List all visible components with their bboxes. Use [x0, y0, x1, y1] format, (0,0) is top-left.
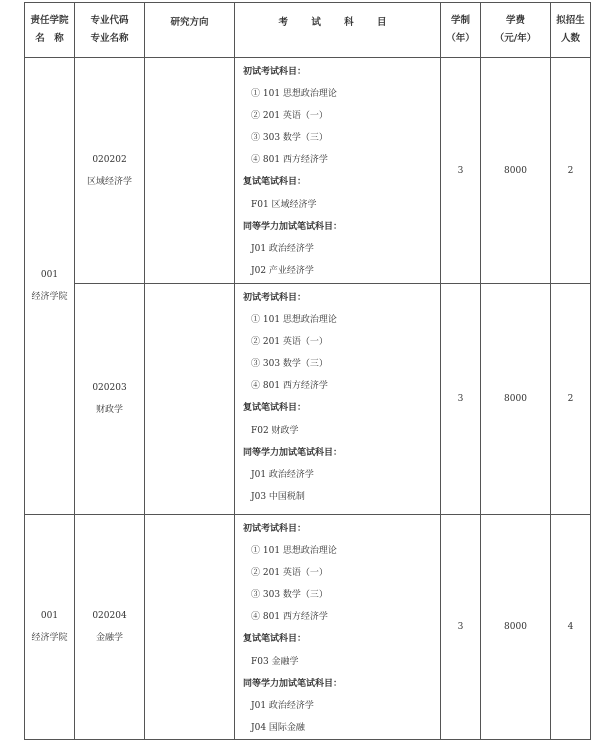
major-name: 金融学: [95, 632, 123, 643]
major-cell: [75, 284, 145, 515]
header-years-line1: 学制: [450, 15, 470, 26]
fee-cell: 8000: [481, 515, 551, 740]
table-row: [25, 284, 591, 515]
header-subjects-label: 考 试 科 目: [278, 17, 397, 28]
quota-cell: 2: [551, 58, 591, 284]
college-cell: [25, 515, 75, 740]
subject-item: ④ 801 西方经济学: [251, 381, 328, 392]
college-name: 经济学院: [31, 292, 68, 302]
subject-item: F02 财政学: [251, 425, 299, 436]
subject-heading: 复试笔试科目：: [243, 403, 307, 414]
header-major-line2: 专业名称: [90, 33, 129, 44]
quota-cell: 4: [551, 515, 591, 740]
admissions-table: [24, 2, 591, 740]
subjects-cell: [235, 284, 441, 515]
major-code: 020202: [92, 154, 127, 165]
subject-heading: 初试考试科目：: [243, 67, 307, 77]
direction-cell: [145, 58, 235, 284]
fee-cell: 8000: [481, 58, 551, 284]
college-name: 经济学院: [31, 632, 68, 643]
major-name: 区域经济学: [86, 176, 132, 187]
subject-item: ④ 801 西方经济学: [251, 612, 328, 623]
years-cell: 3: [441, 284, 481, 515]
header-college-line2: 名 称: [35, 33, 64, 44]
header-fee-line1: 学费: [505, 15, 525, 26]
header-direction: 研究方向: [145, 3, 235, 58]
subject-item: ② 201 英语（一）: [251, 111, 328, 122]
years-cell: 3: [441, 58, 481, 284]
subject-item: ③ 303 数学（三）: [251, 590, 328, 601]
subject-item: ② 201 英语（一）: [251, 337, 328, 348]
major-code: 020203: [92, 383, 127, 393]
subject-item: ③ 303 数学（三）: [251, 359, 328, 370]
subject-item: ① 101 思想政治理论: [251, 89, 337, 100]
direction-cell: [145, 515, 235, 740]
subject-item: ① 101 思想政治理论: [251, 546, 337, 557]
subject-item: J04 国际金融: [251, 722, 305, 733]
header-fee: [481, 3, 551, 58]
table-row: [25, 58, 591, 284]
subject-heading: 同等学力加试笔试科目：: [243, 678, 343, 689]
fee-cell: 8000: [481, 284, 551, 515]
subject-item: ① 101 思想政治理论: [251, 315, 337, 326]
header-row: [25, 3, 591, 58]
header-quota-line1: 拟招生: [556, 15, 585, 26]
header-subjects: [235, 3, 441, 58]
header-major-line1: 专业代码: [90, 15, 129, 26]
major-cell: [75, 58, 145, 284]
header-quota: [551, 3, 591, 58]
subject-item: F03 金融学: [251, 656, 299, 667]
subject-item: J02 产业经济学: [251, 265, 314, 276]
subject-heading: 同等学力加试笔试科目：: [243, 221, 343, 232]
header-fee-line2: （元/年）: [494, 33, 537, 44]
direction-cell: [145, 284, 235, 515]
college-code: 001: [40, 610, 59, 621]
subject-item: J01 政治经济学: [251, 469, 314, 480]
header-years: [441, 3, 481, 58]
college-cell: [25, 58, 75, 515]
subject-heading: 同等学力加试笔试科目：: [243, 447, 343, 458]
subject-item: ④ 801 西方经济学: [251, 155, 328, 166]
quota-cell: 2: [551, 284, 591, 515]
subject-heading: 复试笔试科目：: [243, 634, 307, 645]
header-college-line1: 责任学院: [30, 15, 69, 26]
subject-item: J01 政治经济学: [251, 243, 314, 254]
subject-item: J03 中国税制: [251, 491, 305, 502]
subject-item: J01 政治经济学: [251, 700, 314, 711]
header-major: [75, 3, 145, 58]
years-cell: 3: [441, 515, 481, 740]
subject-item: F01 区域经济学: [251, 199, 317, 210]
header-college: [25, 3, 75, 58]
major-name: 财政学: [95, 405, 123, 415]
subject-item: ③ 303 数学（三）: [251, 133, 328, 144]
major-cell: [75, 515, 145, 740]
header-quota-line2: 人数: [560, 33, 580, 44]
subject-item: ② 201 英语（一）: [251, 568, 328, 579]
college-code: 001: [40, 270, 59, 280]
subjects-cell: [235, 515, 441, 740]
major-code: 020204: [92, 610, 127, 621]
subject-heading: 复试笔试科目：: [243, 177, 307, 188]
table-row: [25, 515, 591, 740]
subjects-cell: [235, 58, 441, 284]
subject-heading: 初试考试科目：: [243, 293, 307, 303]
header-years-line2: （年）: [446, 33, 475, 44]
subject-heading: 初试考试科目：: [243, 524, 307, 534]
